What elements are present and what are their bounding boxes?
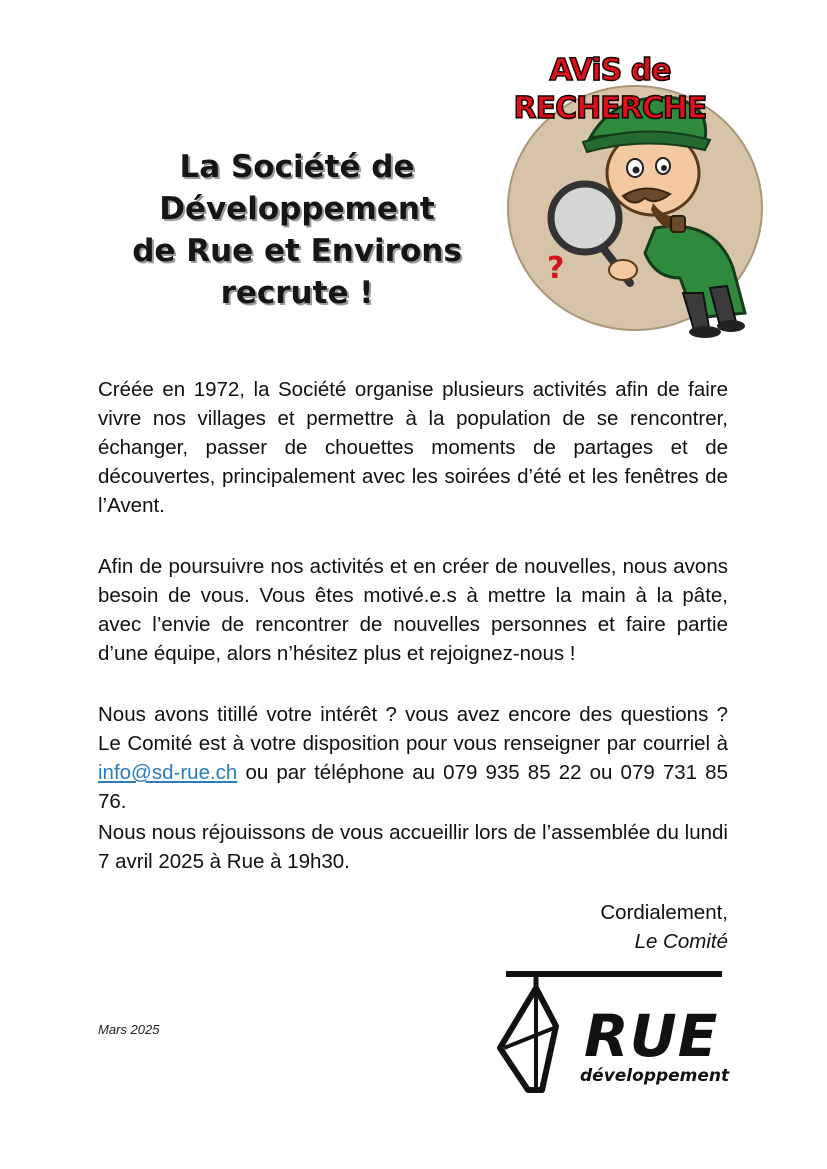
contact-text-after: ou par téléphone au 079 935 85 22 ou 079 731 85 76. — [98, 761, 728, 813]
closing-block — [600, 898, 728, 956]
paragraph-call-to-action: Afin de poursuivre nos activités et en créer de nouvelles, nous avons besoin de vous. Vous êtes motivé.e.s à mettre la main à la pâte, avec l’envie de rencontrer de nouvelles personnes et faire partie d’une équipe, alors n’hésitez plus et rejoignez-nous ! — [98, 555, 728, 665]
page-title — [118, 146, 476, 314]
headline-line-3: de Rue et Environs — [132, 233, 462, 269]
contact-text-before: Nous avons titillé votre intérêt ? vous avez encore des questions ? Le Comité est à votre disposition pour vous renseigner par courriel à — [98, 703, 728, 755]
paragraph-history: Créée en 1972, la Société organise plusieurs activités afin de faire vivre nos villages et permettre à la population de se rencontrer, échanger, passer de chouettes moments de partages et de découvertes, principalement avec les soirées d’été et les fenêtres de l’Avent. — [98, 378, 728, 517]
document-date: Mars 2025 — [98, 1022, 160, 1037]
headline-line-1: La Société de — [179, 149, 415, 185]
paragraph-contact — [98, 700, 728, 816]
logo-word: RUE — [584, 1002, 719, 1070]
headline-line-4: recrute ! — [220, 275, 374, 311]
headline-line-2: Développement — [159, 191, 435, 227]
closing-signature: Le Comité — [634, 930, 728, 953]
email-link[interactable]: info@sd-rue.ch — [98, 761, 238, 784]
avis-banner: AViS de RECHERCHE — [513, 53, 707, 126]
paragraph-invitation: Nous nous réjouissons de vous accueillir lors de l’assemblée du lundi 7 avril 2025 à Rue à 19h30. — [98, 821, 728, 873]
svg-text:?: ? — [547, 251, 565, 286]
closing-greeting: Cordialement, — [600, 901, 728, 924]
logo-subtitle: développement — [580, 1066, 730, 1086]
